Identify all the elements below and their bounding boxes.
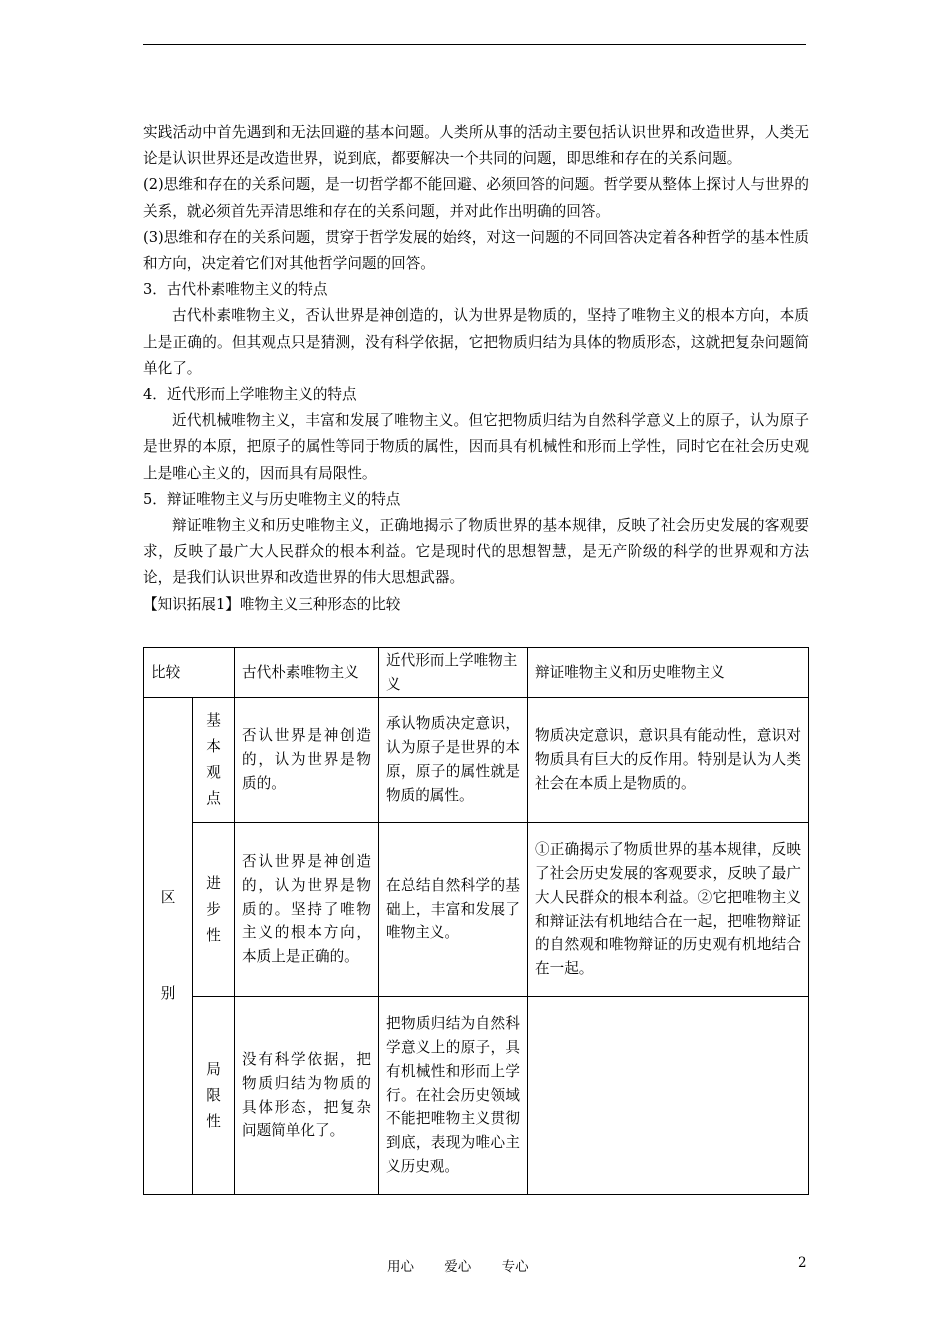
- row-label-char: 本: [206, 738, 221, 755]
- table-row: [144, 698, 809, 823]
- table-cell: 物质决定意识，意识具有能动性，意识对物质具有巨大的反作用。特别是认为人类社会在本质上是物质的。: [528, 698, 809, 823]
- table-header-row: [144, 648, 809, 698]
- row-label-cell: [193, 698, 235, 823]
- header-rule: [143, 44, 806, 45]
- table-cell-empty: [528, 997, 809, 1195]
- table-cell: 否认世界是神创造的，认为世界是物质的。坚持了唯物主义的根本方向，本质上是正确的。: [235, 823, 379, 997]
- row-label-char: 步: [206, 900, 221, 918]
- column-header: 古代朴素唯物主义: [235, 648, 379, 698]
- paragraph: (3)思维和存在的关系问题，贯穿于哲学发展的始终，对这一问题的不同回答决定着各种哲学的基本性质和方向，决定着它们对其他哲学问题的回答。: [143, 228, 809, 273]
- table-cell: 没有科学依据，把物质归结为物质的具体形态，把复杂问题简单化了。: [235, 997, 379, 1195]
- row-label-cell: [193, 997, 235, 1195]
- section-heading: 4．近代形而上学唯物主义的特点: [143, 386, 357, 404]
- table-cell: ①正确揭示了物质世界的基本规律，反映了社会历史发展的客观要求，反映了最广大人民群众的根本利益。②它把唯物主义和辩证法有机地结合在一起，把唯物辩证的自然观和唯物辩证的历史观有机地结合在一起。: [528, 823, 809, 997]
- section-heading: 5．辩证唯物主义与历史唯物主义的特点: [143, 490, 401, 508]
- paragraph: 实践活动中首先遇到和无法回避的基本问题。人类所从事的活动主要包括认识世界和改造世界，人类无论是认识世界还是改造世界，说到底，都要解决一个共同的问题，即思维和存在的关系问题。: [143, 124, 809, 168]
- footer-slogan-word: 爱心: [444, 1259, 472, 1275]
- comparison-table: [143, 647, 809, 1195]
- group-label-cell: [144, 698, 193, 1195]
- table-row: [144, 997, 809, 1195]
- column-header: 辩证唯物主义和历史唯物主义: [528, 648, 809, 698]
- group-label-char: 区: [160, 889, 176, 906]
- footer-slogan-word: 用心: [387, 1259, 414, 1275]
- page-number: 2: [798, 1255, 807, 1271]
- row-label-char: 性: [206, 1112, 221, 1130]
- footer-slogan: [387, 1255, 555, 1275]
- row-label-char: 进: [206, 874, 221, 892]
- row-label-char: 观: [206, 764, 221, 781]
- paragraph: 辩证唯物主义和历史唯物主义，正确地揭示了物质世界的基本规律，反映了社会历史发展的客观要求，反映了最广大人民群众的根本利益。它是现时代的思想智慧，是无产阶级的科学的世界观和方法论，是我们认识世界和改造世界的伟大思想武器。: [143, 517, 809, 587]
- row-label-char: 性: [206, 926, 221, 944]
- table-row: [144, 823, 809, 997]
- table-cell: 在总结自然科学的基础上，丰富和发展了唯物主义。: [379, 823, 528, 997]
- row-label-char: 点: [206, 790, 221, 807]
- paragraph: 近代机械唯物主义，丰富和发展了唯物主义。但它把物质归结为自然科学意义上的原子，认为原子是世界的本原，把原子的属性等同于物质的属性，因而具有机械性和形而上学性，同时它在社会历史观上是唯心主义的，因而具有局限性。: [143, 412, 809, 482]
- column-header: 近代形而上学唯物主义: [379, 648, 528, 698]
- corner-cell: 比较: [144, 648, 235, 698]
- table-cell: 把物质归结为自然科学意义上的原子，具有机械性和形而上学行。在社会历史领域不能把唯物主义贯彻到底，表现为唯心主义历史观。: [379, 997, 528, 1195]
- section-heading: 3．古代朴素唯物主义的特点: [143, 281, 328, 299]
- row-label-char: 基: [206, 712, 221, 729]
- row-label-char: 限: [206, 1086, 221, 1104]
- table-caption: 【知识拓展1】唯物主义三种形态的比较: [143, 595, 401, 613]
- paragraph: 古代朴素唯物主义，否认世界是神创造的，认为世界是物质的，坚持了唯物主义的根本方向，本质上是正确的。但其观点只是猜测，没有科学依据，它把物质归结为具体的物质形态，这就把复杂问题简单化了。: [143, 307, 809, 377]
- table-cell: 承认物质决定意识，认为原子是世界的本原，原子的属性就是物质的属性。: [379, 698, 528, 823]
- table-cell: 否认世界是神创造的，认为世界是物质的。: [235, 698, 379, 823]
- paragraph: (2)思维和存在的关系问题，是一切哲学都不能回避、必须回答的问题。哲学要从整体上探讨人与世界的关系，就必须首先弄清思维和存在的关系问题，并对此作出明确的回答。: [143, 176, 809, 220]
- row-label-char: 局: [206, 1060, 221, 1078]
- row-label-cell: [193, 823, 235, 997]
- body-text: [143, 120, 809, 618]
- group-label-char: 别: [160, 985, 176, 1002]
- footer-slogan-word: 专心: [501, 1259, 529, 1275]
